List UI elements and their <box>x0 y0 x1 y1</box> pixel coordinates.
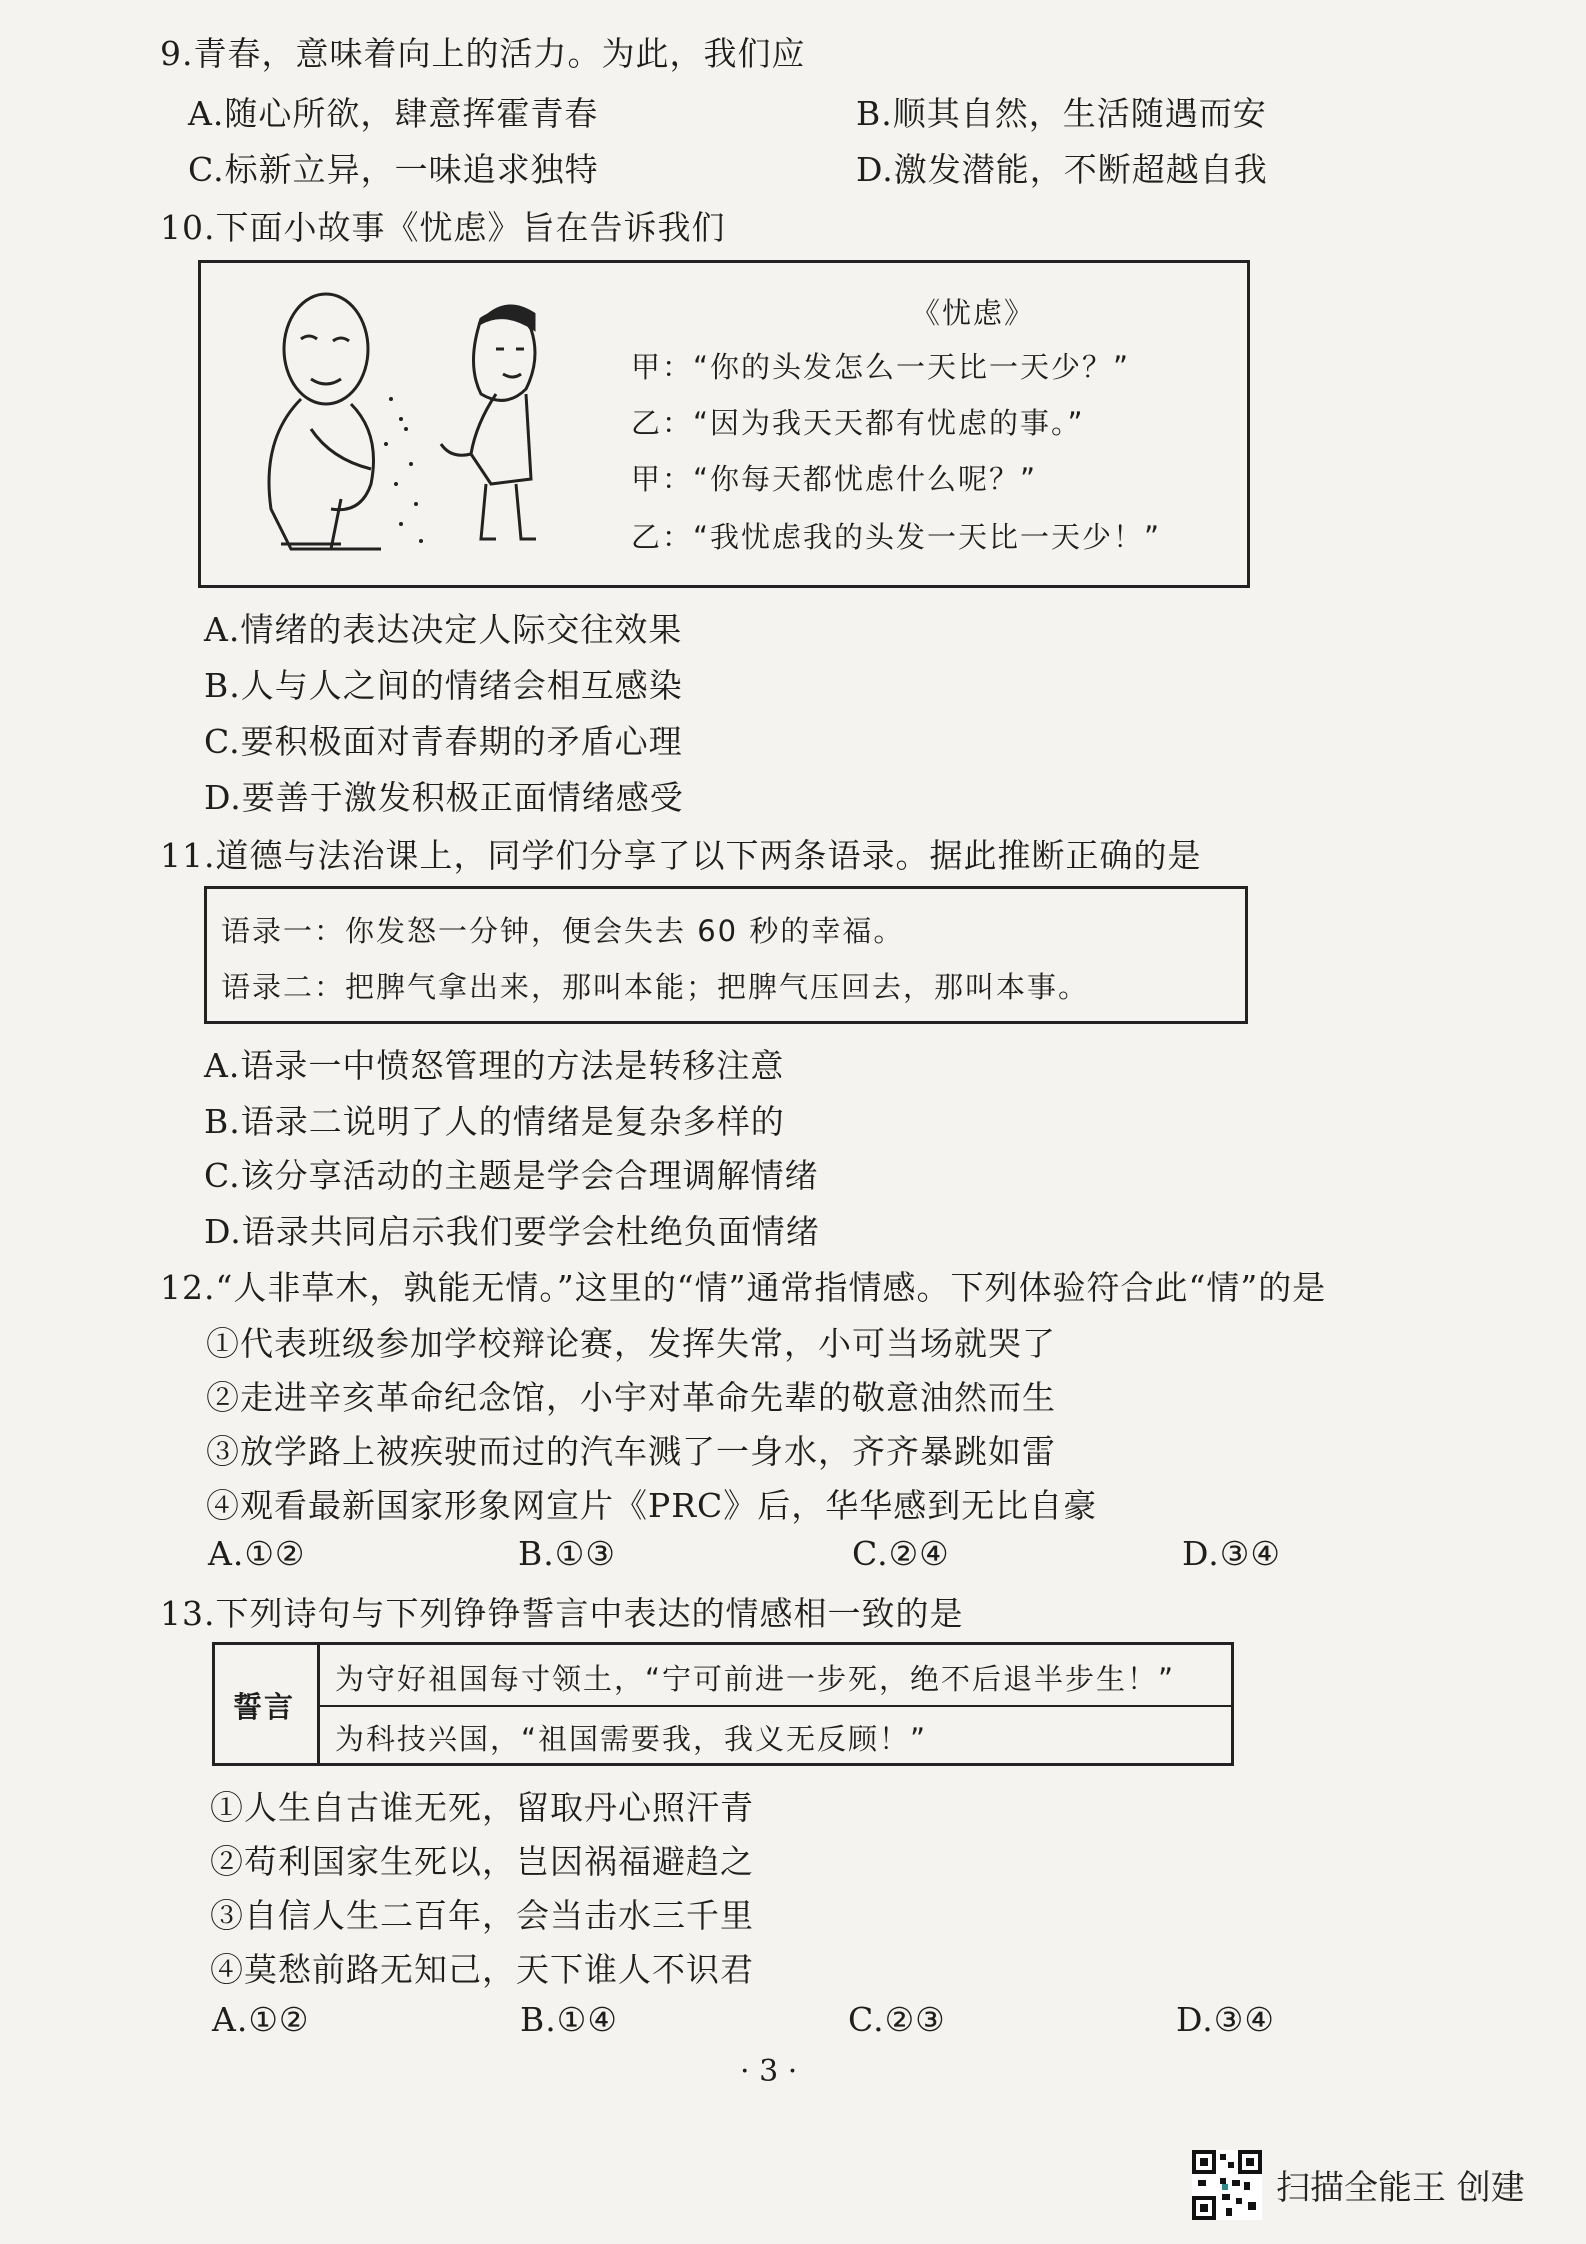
q11-stem: 11.道德与法治课上，同学们分享了以下两条语录。据此推断正确的是 <box>160 836 1202 875</box>
oath-2: 为科技兴国，“祖国需要我，我义无反顾！” <box>335 1722 928 1756</box>
q12-item-1: ①代表班级参加学校辩论赛，发挥失常，小可当场就哭了 <box>206 1324 1056 1363</box>
q10-option-d: D.要善于激发积极正面情绪感受 <box>204 778 684 817</box>
story-title: 《忧虑》 <box>911 296 1036 330</box>
story-line-3: 甲：“你每天都忧虑什么呢？” <box>631 462 1038 496</box>
quote-1: 语录一：你发怒一分钟，便会失去 60 秒的幸福。 <box>221 914 905 948</box>
q9-option-b: B.顺其自然，生活随遇而安 <box>856 94 1267 133</box>
q13-option-c: C.②③ <box>848 2000 946 2039</box>
q11-option-d: D.语录共同启示我们要学会杜绝负面情绪 <box>204 1212 820 1251</box>
quotes-box <box>204 886 1248 1024</box>
q12-item-3: ③放学路上被疾驶而过的汽车溅了一身水，齐齐暴跳如雷 <box>206 1432 1056 1471</box>
q9-option-a: A.随心所欲，肆意挥霍青春 <box>188 94 599 133</box>
q11-option-a: A.语录一中愤怒管理的方法是转移注意 <box>204 1046 785 1085</box>
q10-option-b: B.人与人之间的情绪会相互感染 <box>204 666 683 705</box>
q10-option-a: A.情绪的表达决定人际交往效果 <box>204 610 683 649</box>
q11-option-c: C.该分享活动的主题是学会合理调解情绪 <box>204 1156 819 1195</box>
oath-table <box>212 1642 1234 1766</box>
story-box <box>198 260 1250 588</box>
q9-stem: 9.青春，意味着向上的活力。为此，我们应 <box>160 34 806 73</box>
q11-option-b: B.语录二说明了人的情绪是复杂多样的 <box>204 1102 785 1141</box>
q13-item-3: ③自信人生二百年，会当击水三千里 <box>210 1896 754 1935</box>
q10-stem: 10.下面小故事《忧虑》旨在告诉我们 <box>160 208 726 247</box>
q12-option-d: D.③④ <box>1182 1534 1281 1573</box>
qr-code-icon <box>1192 2150 1262 2220</box>
q13-option-d: D.③④ <box>1176 2000 1275 2039</box>
story-line-1: 甲：“你的头发怎么一天比一天少？” <box>631 350 1131 384</box>
q12-item-4: ④观看最新国家形象网宣片《PRC》后，华华感到无比自豪 <box>206 1486 1098 1525</box>
q13-stem: 13.下列诗句与下列铮铮誓言中表达的情感相一致的是 <box>160 1594 964 1633</box>
q12-option-c: C.②④ <box>852 1534 950 1573</box>
scanner-watermark: 扫描全能王 创建 <box>1276 2168 1525 2208</box>
story-line-4: 乙：“我忧虑我的头发一天比一天少！” <box>631 520 1162 554</box>
page-number: · 3 · <box>740 2054 798 2089</box>
oath-1: 为守好祖国每寸领土，“宁可前进一步死，绝不后退半步生！” <box>335 1662 1176 1696</box>
oath-table-label: 誓言 <box>233 1690 296 1724</box>
q10-option-c: C.要积极面对青春期的矛盾心理 <box>204 722 683 761</box>
q12-option-b: B.①③ <box>518 1534 616 1573</box>
cartoon-illustration <box>241 279 581 579</box>
story-line-2: 乙：“因为我天天都有忧虑的事。” <box>631 406 1085 440</box>
q12-stem: 12.“人非草木，孰能无情。”这里的“情”通常指情感。下列体验符合此“情”的是 <box>160 1268 1327 1307</box>
q12-option-a: A.①② <box>208 1534 306 1573</box>
q9-option-d: D.激发潜能，不断超越自我 <box>856 150 1268 189</box>
q13-option-b: B.①④ <box>520 2000 618 2039</box>
q12-item-2: ②走进辛亥革命纪念馆，小宇对革命先辈的敬意油然而生 <box>206 1378 1056 1417</box>
q9-option-c: C.标新立异，一味追求独特 <box>188 150 599 189</box>
q13-option-a: A.①② <box>212 2000 310 2039</box>
q13-item-1: ①人生自古谁无死，留取丹心照汗青 <box>210 1788 754 1827</box>
q13-item-4: ④莫愁前路无知己，天下谁人不识君 <box>210 1950 754 1989</box>
quote-2: 语录二：把脾气拿出来，那叫本能；把脾气压回去，那叫本事。 <box>221 970 1090 1004</box>
q13-item-2: ②苟利国家生死以，岂因祸福避趋之 <box>210 1842 754 1881</box>
